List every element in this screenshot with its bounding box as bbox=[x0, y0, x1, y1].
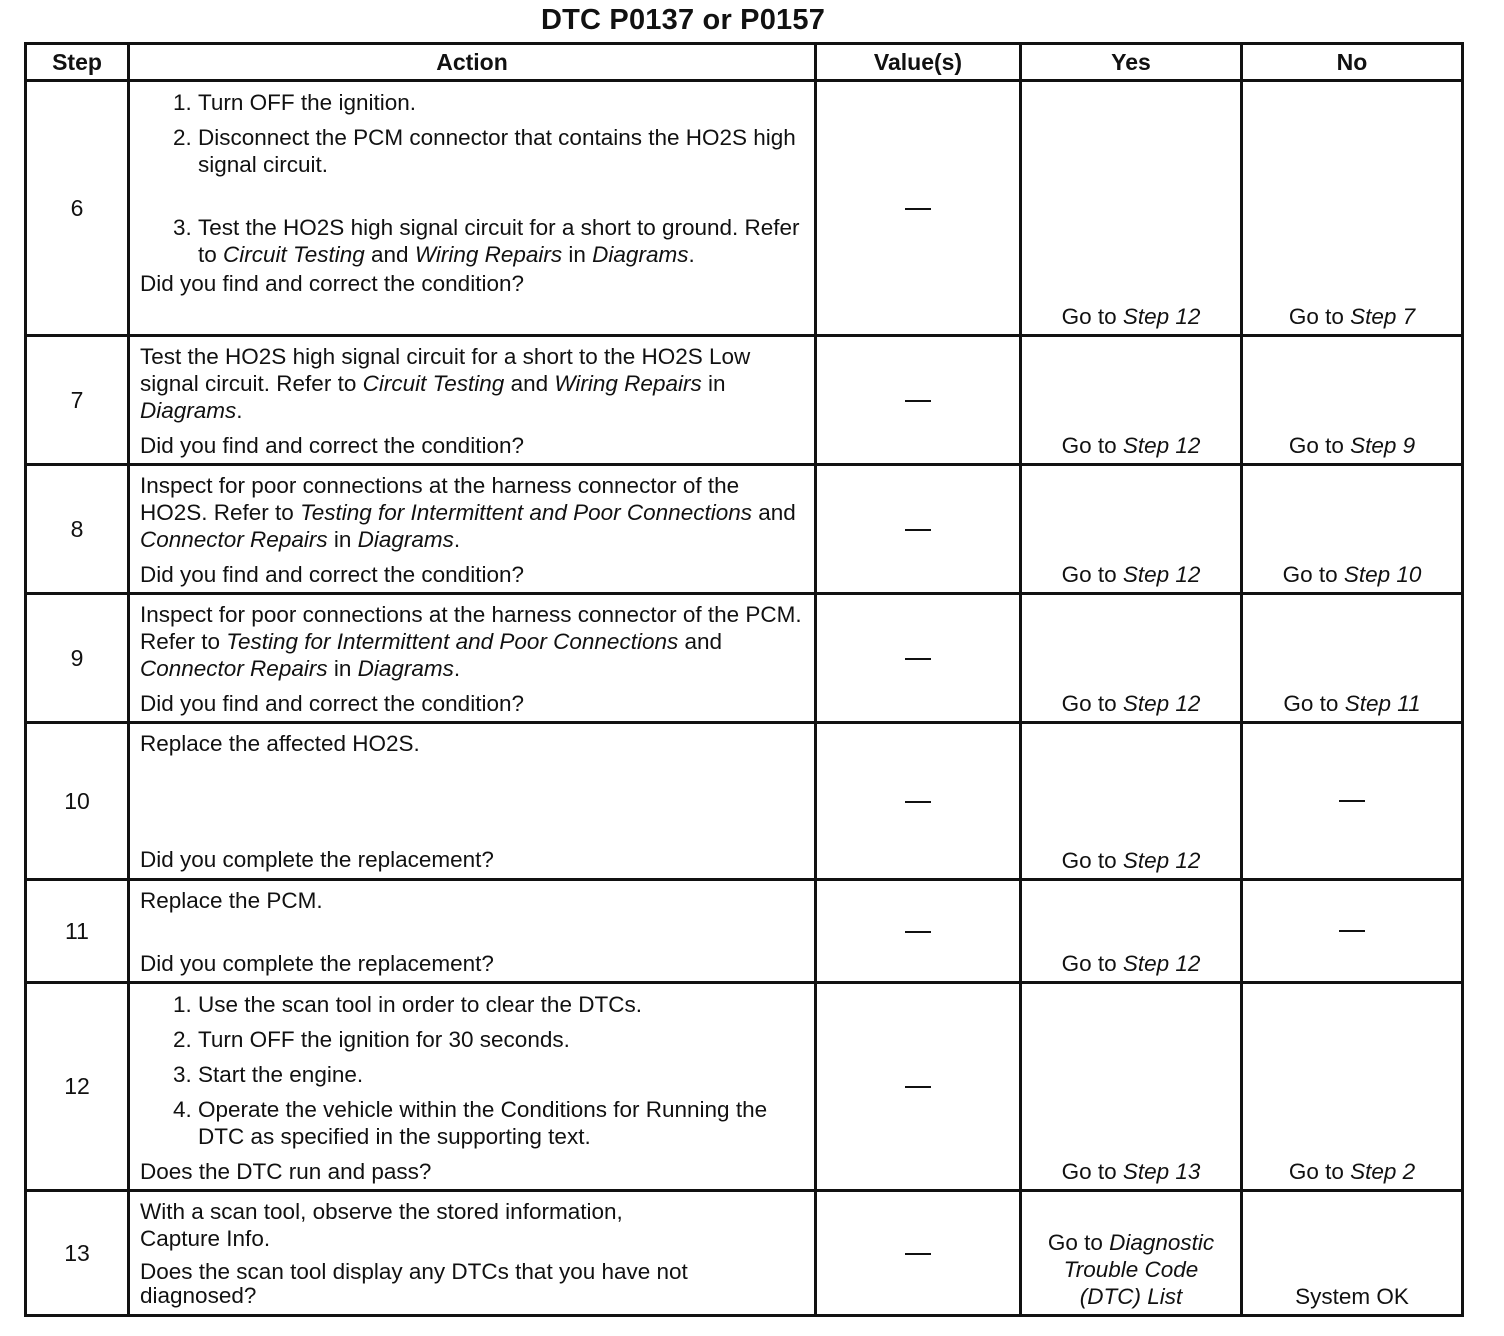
header-action: Action bbox=[129, 44, 816, 81]
value-cell bbox=[816, 336, 1021, 465]
list-item: 3. Test the HO2S high signal circuit for a short to ground. Refer to Circuit Testing and Wiring Repairs in Diagrams. bbox=[198, 214, 804, 268]
dash bbox=[905, 801, 931, 803]
action-text: Replace the PCM. bbox=[140, 888, 323, 913]
no-cell: Go to Step 11 bbox=[1242, 594, 1463, 723]
dash bbox=[1339, 930, 1365, 932]
yes-cell: Go to Diagnostic Trouble Code (DTC) List bbox=[1021, 1191, 1242, 1316]
yes-cell: Go to Step 12 bbox=[1021, 880, 1242, 983]
action-cell bbox=[129, 594, 816, 723]
dash bbox=[905, 400, 931, 402]
table-row bbox=[26, 336, 1463, 465]
yes-cell: Go to Step 12 bbox=[1021, 594, 1242, 723]
table-row bbox=[26, 81, 1463, 336]
list-item: 2. Turn OFF the ignition for 30 seconds. bbox=[198, 1026, 804, 1053]
table-row bbox=[26, 1191, 1463, 1316]
table-row bbox=[26, 723, 1463, 880]
no-cell bbox=[1242, 723, 1463, 880]
question: Does the DTC run and pass? bbox=[140, 1159, 432, 1184]
value-cell bbox=[816, 594, 1021, 723]
page-title: DTC P0137 or P0157 bbox=[540, 4, 826, 36]
dash bbox=[905, 529, 931, 531]
dash bbox=[905, 208, 931, 210]
list-item: 1. Turn OFF the ignition. bbox=[198, 89, 804, 116]
value-cell bbox=[816, 1191, 1021, 1316]
value-cell bbox=[816, 983, 1021, 1191]
yes-cell: Go to Step 12 bbox=[1021, 81, 1242, 336]
table-row bbox=[26, 880, 1463, 983]
dash bbox=[905, 1086, 931, 1088]
action-text: Inspect for poor connections at the harness connector of the HO2S. Refer to Testing for Intermittent and Poor Connections and Connector Repairs in Diagrams. bbox=[140, 473, 796, 552]
value-cell bbox=[816, 880, 1021, 983]
step-number: 11 bbox=[26, 880, 129, 983]
header-row bbox=[26, 44, 1463, 81]
list-item: 3. Start the engine. bbox=[198, 1061, 804, 1088]
step-number: 7 bbox=[26, 336, 129, 465]
no-cell bbox=[1242, 880, 1463, 983]
no-cell: System OK bbox=[1242, 1191, 1463, 1316]
question: Did you find and correct the condition? bbox=[140, 691, 524, 716]
header-no: No bbox=[1242, 44, 1463, 81]
no-cell: Go to Step 2 bbox=[1242, 983, 1463, 1191]
no-cell: Go to Step 9 bbox=[1242, 336, 1463, 465]
step-number: 10 bbox=[26, 723, 129, 880]
step-number: 8 bbox=[26, 465, 129, 594]
no-cell: Go to Step 7 bbox=[1242, 81, 1463, 336]
question: Did you find and correct the condition? bbox=[140, 271, 524, 296]
question: Did you complete the replacement? bbox=[140, 951, 494, 976]
value-cell bbox=[816, 81, 1021, 336]
table-row bbox=[26, 465, 1463, 594]
table-row bbox=[26, 983, 1463, 1191]
list-item: 4. Operate the vehicle within the Conditions for Running the DTC as specified in the supporting text. bbox=[198, 1096, 804, 1150]
action-cell bbox=[129, 723, 816, 880]
list-item: 1. Use the scan tool in order to clear the DTCs. bbox=[198, 991, 804, 1018]
header-step: Step bbox=[26, 44, 129, 81]
action-text: Replace the affected HO2S. bbox=[140, 731, 420, 756]
step-number: 6 bbox=[26, 81, 129, 336]
yes-cell: Go to Step 12 bbox=[1021, 723, 1242, 880]
value-cell bbox=[816, 723, 1021, 880]
action-cell bbox=[129, 336, 816, 465]
header-yes: Yes bbox=[1021, 44, 1242, 81]
no-cell: Go to Step 10 bbox=[1242, 465, 1463, 594]
diagnostic-table bbox=[24, 42, 1464, 1317]
value-cell bbox=[816, 465, 1021, 594]
question: Did you find and correct the condition? bbox=[140, 433, 524, 458]
question: Did you complete the replacement? bbox=[140, 847, 494, 872]
action-text: Test the HO2S high signal circuit for a short to the HO2S Low signal circuit. Refer to Circuit Testing and Wiring Repairs in Diagrams. bbox=[140, 344, 751, 423]
question: Did you find and correct the condition? bbox=[140, 562, 524, 587]
action-text: Inspect for poor connections at the harness connector of the PCM. Refer to Testing for Intermittent and Poor Connections and Connector Repairs in Diagrams. bbox=[140, 602, 802, 681]
list-item: 2. Disconnect the PCM connector that contains the HO2S high signal circuit. bbox=[198, 124, 804, 178]
action-text: With a scan tool, observe the stored information, Capture Info. bbox=[140, 1199, 623, 1251]
dash bbox=[905, 658, 931, 660]
action-cell bbox=[129, 1191, 816, 1316]
table-row bbox=[26, 594, 1463, 723]
action-cell bbox=[129, 465, 816, 594]
yes-cell: Go to Step 12 bbox=[1021, 465, 1242, 594]
yes-cell: Go to Step 13 bbox=[1021, 983, 1242, 1191]
dash bbox=[1339, 800, 1365, 802]
question: Does the scan tool display any DTCs that you have not diagnosed? bbox=[140, 1259, 688, 1308]
action-cell bbox=[129, 983, 816, 1191]
action-cell bbox=[129, 81, 816, 336]
dash bbox=[905, 931, 931, 933]
dash bbox=[905, 1253, 931, 1255]
step-number: 12 bbox=[26, 983, 129, 1191]
yes-cell: Go to Step 12 bbox=[1021, 336, 1242, 465]
action-cell bbox=[129, 880, 816, 983]
header-values: Value(s) bbox=[816, 44, 1021, 81]
step-number: 13 bbox=[26, 1191, 129, 1316]
step-number: 9 bbox=[26, 594, 129, 723]
